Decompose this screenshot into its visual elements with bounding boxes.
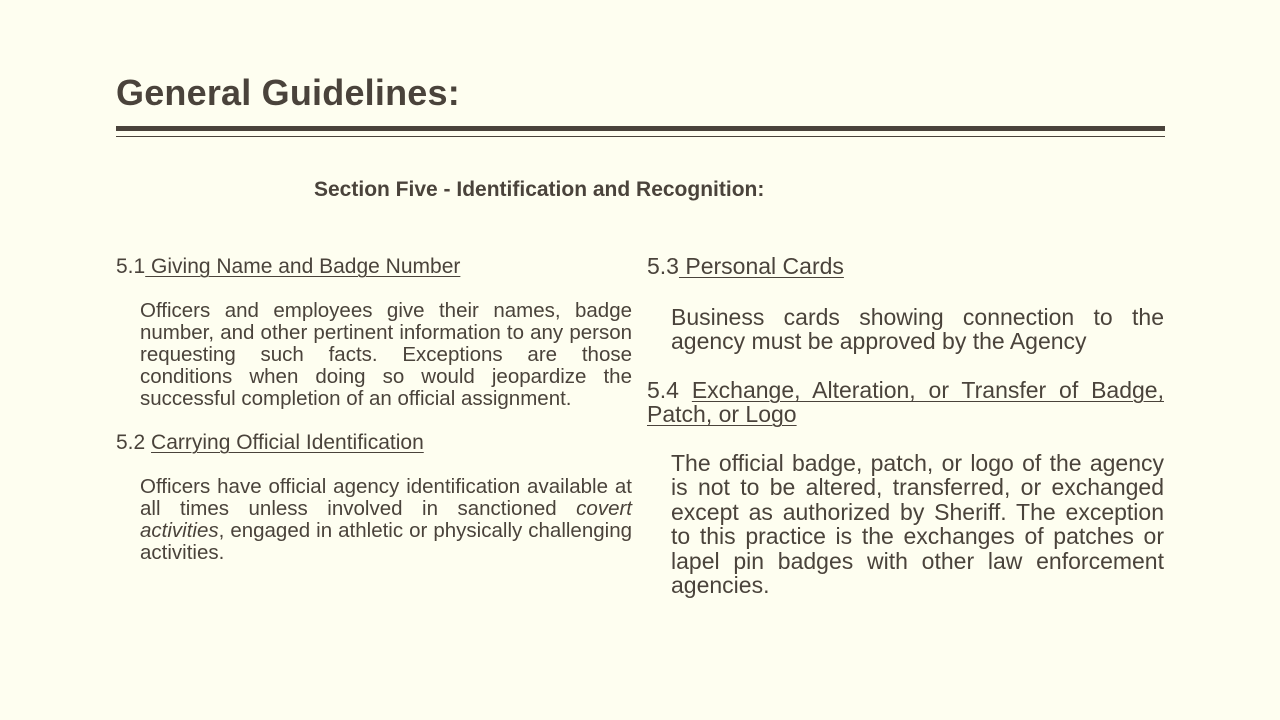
section-5-2-body [140,476,632,564]
section-5-2-heading [116,430,632,456]
section-heading: Section Five - Identification and Recognition: [314,178,765,201]
section-5-3-title: Personal Cards [678,253,844,279]
section-5-4-body: The official badge, patch, or logo of the agency is not to be altered, transferred, or exchanged except as authorized by Sheriff. The exception to this practice is the exchanges of patches or lapel pin badges with other law enforcement agencies. [671,449,1164,598]
section-5-1-heading [116,254,632,280]
section-5-4-heading [647,378,1164,427]
title-rule-thin [116,136,1165,137]
section-5-2-body-italic: covert activities [140,497,632,542]
section-5-3-body: Business cards showing connection to the agency must be approved by the Agency [671,303,1164,354]
section-5-2-body-part1: Officers have official agency identification available at all times unless involved in sanctioned [140,475,632,520]
section-5-3-heading [647,254,1164,279]
title-rule-thick [116,126,1165,131]
right-column [647,254,1164,598]
section-5-1-title: Giving Name and Badge Number [145,255,461,278]
section-5-4-number: 5.4 [647,376,692,403]
section-5-4-title: Exchange, Alteration, or Transfer of Badge, Patch, or Logo [647,376,1164,427]
page-title: General Guidelines: [116,72,460,113]
section-5-1-body: Officers and employees give their names, badge number, and other pertinent information to any person requesting such facts. Exceptions are those conditions when doing so would jeopardize the successful completion of an official assignment. [140,299,632,410]
section-5-2-body-part2: , engaged in athletic or physically challenging activities. [140,519,632,564]
section-5-2-number: 5.2 [116,431,152,454]
section-5-3-number: 5.3 [647,253,679,279]
section-5-2-title: Carrying Official Identification [151,431,424,454]
section-5-1-number: 5.1 [116,255,146,278]
left-column [116,254,632,564]
